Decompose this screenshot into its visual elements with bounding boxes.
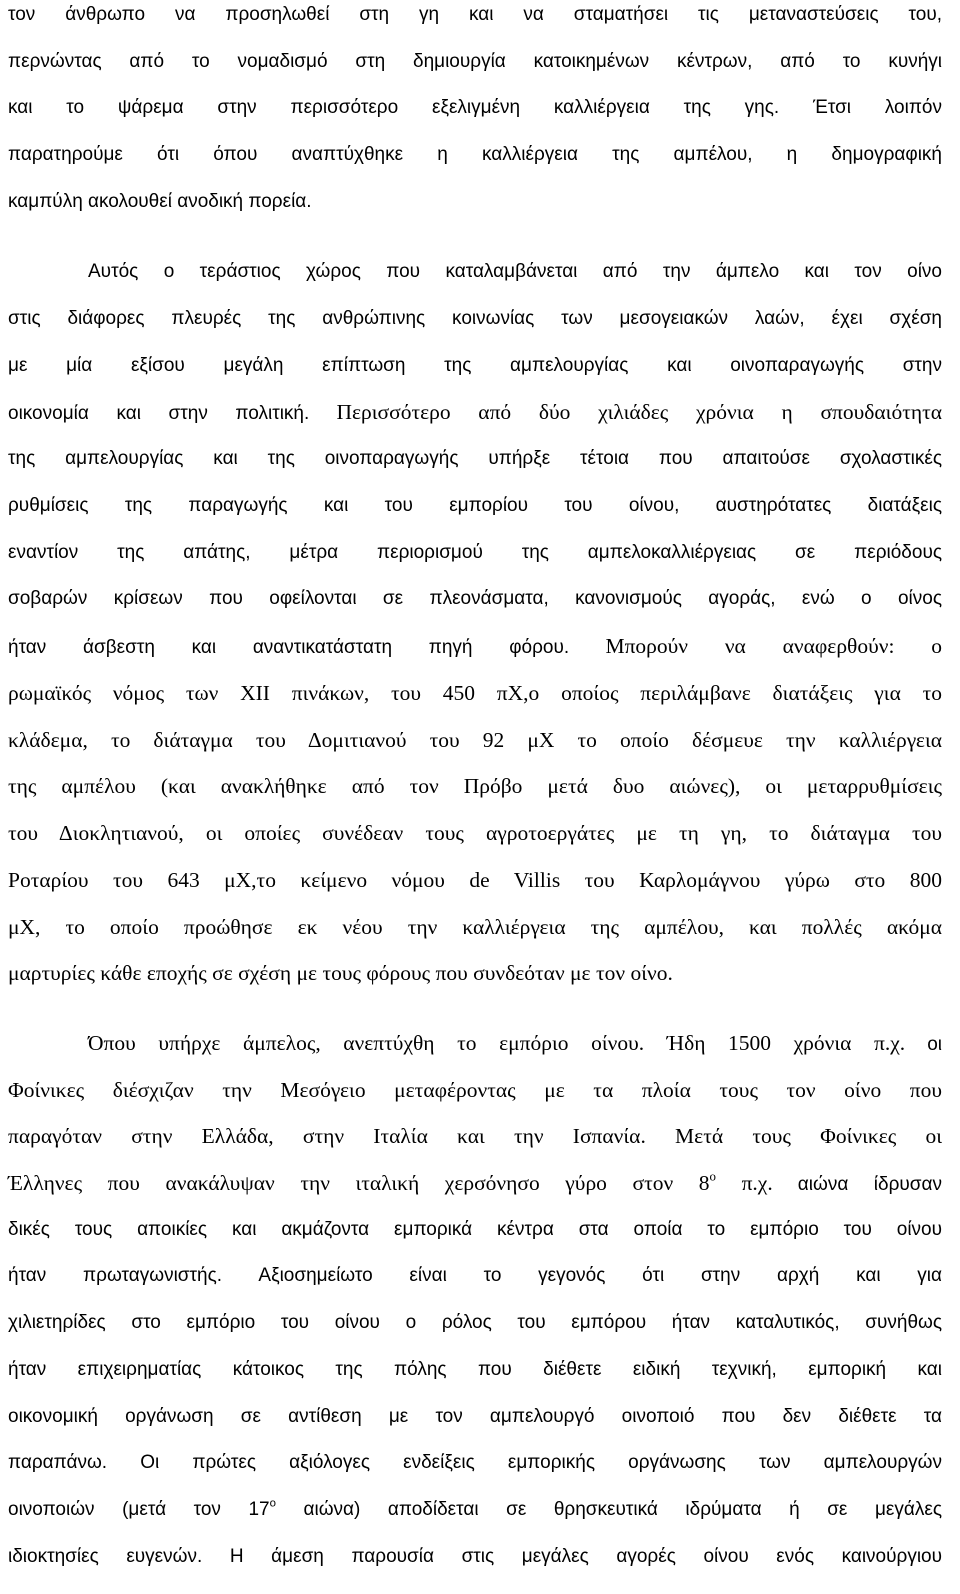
text-line bbox=[8, 631, 942, 661]
text-fragment: Μπορούν να αναφερθούν: ο bbox=[605, 634, 943, 658]
text-line: ιδιοκτησίες ευγενών. Η άμεση παρουσία στις μεγάλες αγορές οίνου ενός καινούργιου bbox=[8, 1546, 942, 1567]
text-line: της αμπελουργίας και της οινοπαραγωγής υπήρξε τέτοια που απαιτούσε σχολαστικές bbox=[8, 448, 942, 469]
superscript: ο bbox=[269, 1497, 276, 1510]
text-fragment: οικονομία και στην πολιτική. bbox=[8, 403, 310, 424]
text-line: παρατηρούμε ότι όπου αναπτύχθηκε η καλλιέργεια της αμπέλου, η δημογραφική bbox=[8, 144, 942, 165]
text-line: χιλιετηρίδες στο εμπόριο του οίνου ο ρόλος του εμπόρου ήταν καταλυτικός, συνήθως bbox=[8, 1312, 942, 1333]
text-line: οινοποιών (μετά τον $17^o$ αιώνα) αποδίδεται σε θρησκευτικά ιδρύματα ή σε μεγάλες bbox=[8, 1497, 942, 1520]
text-fragment: ήταν πρωταγωνιστής. bbox=[8, 1265, 223, 1286]
text-fragment: αιώνα ίδρυσαν bbox=[797, 1174, 943, 1195]
text-line bbox=[8, 1168, 942, 1198]
text-line: δικές τους αποικίες και ακμάζοντα εμπορικά κέντρα στα οποία το εμπόριο του οίνου bbox=[8, 1219, 942, 1240]
text-line: μαρτυρίες κάθε εποχής σε σχέση με τους φόρους που συνδεόταν με τον οίνο. bbox=[8, 961, 673, 985]
text-line: ρυθμίσεις της παραγωγής και του εμπορίου του οίνου, αυστηρότατες διατάξεις bbox=[8, 495, 942, 516]
text-line: στις διάφορες πλευρές της ανθρώπινης κοινωνίας των μεσογειακών λαών, έχει σχέση bbox=[8, 308, 942, 329]
text-line: Αυτός ο τεράστιος χώρος που καταλαμβάνεται από την άμπελο και τον οίνο bbox=[88, 261, 942, 282]
text-fragment: Περισσότερο από δύο χιλιάδες χρόνια η σπουδαιότητα bbox=[336, 400, 943, 424]
text-line: τον άνθρωπο να προσηλωθεί στη γη και να σταματήσει τις μεταναστεύσεις του, bbox=[8, 4, 942, 25]
text-line: εναντίον της απάτης, μέτρα περιορισμού της αμπελοκαλλιέργειας σε περιόδους bbox=[8, 542, 942, 563]
text-line bbox=[8, 1261, 942, 1291]
text-line: και το ψάρεμα στην περισσότερο εξελιγμένη καλλιέργεια της γης. Έτσι λοιπόν bbox=[8, 97, 942, 118]
text-line: οικονομική οργάνωση σε αντίθεση με τον αμπελουργό οινοποιό που δεν διέθετε τα bbox=[8, 1406, 942, 1427]
text-line: ρωμαϊκός νόμος των XII πινάκων, του 450 πΧ,ο οποίος περιλάμβανε διατάξεις για το bbox=[8, 681, 942, 705]
text-fragment: Αξιοσημείωτο είναι το γεγονός ότι στην αρχή και για bbox=[258, 1265, 943, 1286]
text-line: καμπύλη ακολουθεί ανοδική πορεία. bbox=[8, 191, 312, 212]
text-fragment: οι bbox=[927, 1034, 943, 1055]
text-line: με μία εξίσου μεγάλη επίπτωση της αμπελουργίας και οινοπαραγωγής στην bbox=[8, 355, 942, 376]
text-line: Ροταρίου του 643 μΧ,το κείμενο νόμου de Villis του Καρλομάγνου γύρω στο 800 bbox=[8, 868, 942, 892]
text-line: του Διοκλητιανού, οι οποίες συνέδεαν τους αγροτοεργάτες με τη γη, το διάταγμα του bbox=[8, 821, 942, 845]
text-line: κλάδεμα, το διάταγμα του Δομιτιανού του 92 μΧ το οποίο δέσμευε την καλλιέργεια bbox=[8, 728, 942, 752]
text-line: ήταν επιχειρηματίας κάτοικος της πόλης που διέθετε ειδική τεχνική, εμπορική και bbox=[8, 1359, 942, 1380]
text-line bbox=[8, 1028, 942, 1058]
text-line: σοβαρών κρίσεων που οφείλονται σε πλεονάσματα, κανονισμούς αγοράς, ενώ ο οίνος bbox=[8, 588, 942, 609]
text-fragment: Έλληνες που ανακάλυψαν την ιταλική χερσόνησο γύρο στον $8^o$ π.χ. bbox=[8, 1169, 773, 1195]
text-line: παραπάνω. Οι πρώτες αξιόλογες ενδείξεις εμπορικής οργάνωσης των αμπελουργών bbox=[8, 1452, 942, 1473]
text-line: παραγόταν στην Ελλάδα, στην Ιταλία και την Ισπανία. Μετά τους Φοίνικες οι bbox=[8, 1124, 942, 1148]
text-line: περνώντας από το νομαδισμό στη δημιουργία κατοικημένων κέντρων, από το κυνήγι bbox=[8, 51, 942, 72]
superscript: ο bbox=[709, 1169, 716, 1184]
text-line: μΧ, το οποίο προώθησε εκ νέου την καλλιέργεια της αμπέλου, και πολλές ακόμα bbox=[8, 915, 942, 939]
text-fragment: ήταν άσβεστη και αναντικατάστατη πηγή φόρου. bbox=[8, 637, 570, 658]
text-line: Φοίνικες διέσχιζαν την Μεσόγειο μεταφέροντας με τα πλοία τους τον οίνο που bbox=[8, 1078, 942, 1102]
text-fragment: Όπου υπήρχε άμπελος, ανεπτύχθη το εμπόριο οίνου. Ήδη 1500 χρόνια π.χ. bbox=[88, 1031, 906, 1055]
text-line bbox=[8, 397, 942, 427]
text-line: της αμπέλου (και ανακλήθηκε από τον Πρόβο μετά δυο αιώνες), οι μεταρρυθμίσεις bbox=[8, 774, 942, 798]
